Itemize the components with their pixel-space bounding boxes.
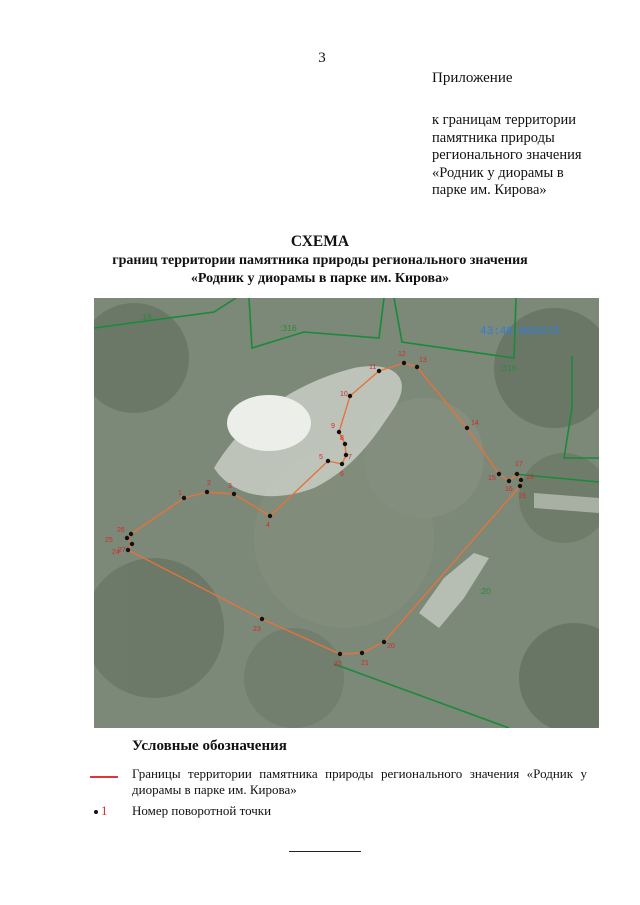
turning-point-dot — [340, 462, 344, 466]
turning-point-label: 7 — [348, 454, 352, 461]
scheme-subtitle-line: «Родник у диорамы в парке им. Кирова» — [190, 270, 450, 286]
turning-point-label: 27 — [118, 547, 126, 554]
turning-point-label: 26 — [117, 527, 125, 534]
turning-point-dot — [518, 484, 522, 488]
appendix-title: Приложение — [432, 70, 513, 86]
turning-point-dot — [402, 361, 406, 365]
turning-point-dot — [205, 490, 209, 494]
point-marker-number: 1 — [101, 803, 108, 818]
parcel-label: :316 — [500, 363, 517, 373]
appendix-line: памятника природы — [432, 129, 555, 146]
turning-point-label: 9 — [331, 423, 335, 430]
turning-point-label: 25 — [105, 537, 113, 544]
turning-point-dot — [415, 365, 419, 369]
turning-point-dot — [268, 514, 272, 518]
turning-point-dot — [360, 651, 364, 655]
turning-point-dot — [507, 479, 511, 483]
turning-point-label: 1 — [178, 490, 182, 497]
turning-point-label: 4 — [266, 522, 270, 529]
turning-point-label: 3 — [228, 483, 232, 490]
turning-point-label: 6 — [340, 471, 344, 478]
boundary-line-swatch — [90, 776, 118, 778]
parcel-label: :16 — [140, 312, 152, 322]
turning-point-label: 20 — [387, 643, 395, 650]
turning-point-label: 23 — [253, 626, 261, 633]
scheme-subtitle-line: границ территории памятника природы регионального значения — [112, 253, 528, 268]
turning-point-label: 16 — [505, 486, 513, 493]
scheme-heading — [0, 232, 640, 287]
appendix-text — [432, 112, 617, 200]
turning-point-label: 8 — [340, 435, 344, 442]
bottom-rule — [289, 851, 361, 852]
turning-point-label: 21 — [361, 660, 369, 667]
turning-point-dot — [348, 394, 352, 398]
turning-point-label: 10 — [340, 391, 348, 398]
turning-point-dot — [337, 430, 341, 434]
parcel-label: :316 — [280, 323, 297, 333]
map-svg — [94, 298, 599, 728]
turning-point-label: 17 — [515, 461, 523, 468]
scheme-title: СХЕМА — [290, 233, 350, 250]
point-dot-icon — [94, 810, 98, 814]
appendix-line: парке им. Кирова» — [432, 182, 547, 198]
satellite-map — [94, 298, 599, 728]
turning-point-dot — [260, 617, 264, 621]
turning-point-dot — [125, 536, 129, 540]
turning-point-dot — [519, 478, 523, 482]
legend-boundary-text: Границы территории памятника природы регионального значения «Родник у диорамы в парке им. Кирова» — [132, 766, 587, 797]
turning-point-dot — [515, 472, 519, 476]
appendix-line: к границам территории — [432, 112, 577, 128]
page-number: 3 — [318, 50, 326, 66]
turning-point-label: 12 — [398, 351, 406, 358]
turning-point-dot — [182, 496, 186, 500]
diorama-building — [227, 395, 311, 451]
turning-point-label: 19 — [518, 493, 526, 500]
turning-point-dot — [382, 640, 386, 644]
legend-point-text: Номер поворотной точки — [132, 803, 272, 818]
turning-point-dot — [126, 548, 130, 552]
turning-point-label: 11 — [369, 364, 377, 371]
turning-point-label: 24 — [112, 549, 120, 556]
appendix-line: регионального значения — [432, 147, 582, 163]
turning-point-label: 2 — [207, 480, 211, 487]
legend-title: Условные обозначения — [132, 738, 287, 754]
turning-point-label: 18 — [526, 474, 534, 481]
turning-point-label: 22 — [334, 661, 342, 668]
turning-point-dot — [465, 426, 469, 430]
appendix-line: «Родник у диорамы в — [432, 164, 564, 181]
turning-point-label: 5 — [319, 454, 323, 461]
turning-point-label: 15 — [488, 475, 496, 482]
turning-point-dot — [343, 442, 347, 446]
cadastral-number: 43:40:000378 — [480, 326, 560, 338]
turning-point-dot — [130, 542, 134, 546]
turning-point-label: 13 — [419, 357, 427, 364]
turning-point-dot — [338, 652, 342, 656]
turning-point-dot — [232, 492, 236, 496]
turning-point-dot — [129, 532, 133, 536]
parcel-label: :20 — [479, 586, 491, 596]
point-marker-swatch — [94, 803, 108, 819]
turning-point-label: 14 — [471, 420, 479, 427]
turning-point-dot — [377, 369, 381, 373]
turning-point-dot — [326, 459, 330, 463]
turning-point-dot — [497, 472, 501, 476]
